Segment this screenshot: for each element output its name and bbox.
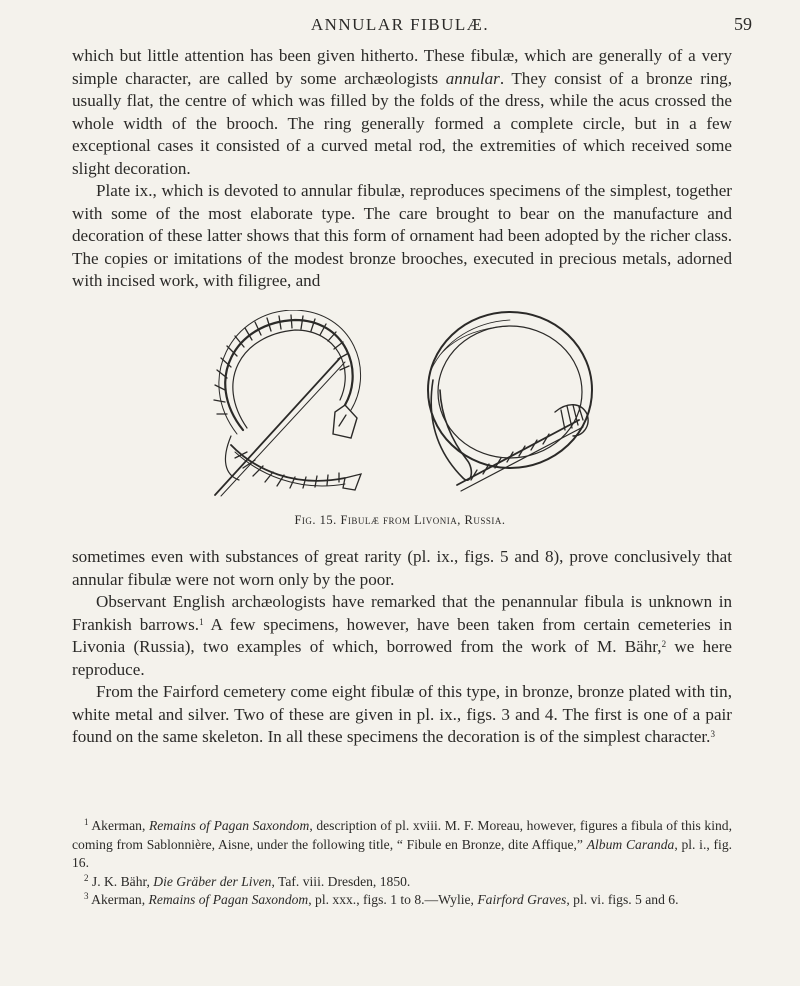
footnote-2: $^2$ J. K. Bähr, Die Gräber der Liven, Taf. viii. Dresden, 1850. (84, 872, 411, 889)
footnote-ref-2[interactable]: 2 (661, 639, 667, 649)
footnote-ref-3[interactable]: 3 (710, 729, 715, 739)
text-block-upper (72, 45, 732, 293)
paragraph-plate-ix: Plate ix., which is devoted to annular fibulæ, reproduces specimens of the simplest, together with some of the most elaborate type. The care brought to bear on the manufacture and decoration of these latter shows that this form of ornament had been adopted by the richer class. The copies or imitations of the modest bronze brooches, executed in precious metals, adorned with incised work, with filigree, and (72, 181, 732, 290)
page-number: 59 (734, 14, 752, 34)
paragraph-precious-materials: sometimes even with substances of great rarity (pl. ix., figs. 5 and 8), prove conclusively that annular fibulæ were not worn only by the poor. (72, 547, 732, 589)
footnotes (72, 817, 732, 910)
figure-label: Fig. 15. (294, 513, 337, 527)
paragraph-fairford-cemetery: From the Fairford cemetery come eight fibulæ of this type, in bronze, bronze plated with tin, white metal and silver. Two of these are given in pl. ix., figs. 3 and 4. The first is one of a pair found on the same skeleton. In all these specimens the decoration is of the simplest character.$^3$ (72, 682, 732, 746)
paragraph-frankish-barrows: Observant English archæologists have remarked that the penannular fibula is unknown in Frankish barrows.$^1$ A few specimens, however, have been taken from certain cemeteries in Livonia (Russia), two examples of which, borrowed from the work of M. Bähr,$^2$ we here reproduce. (72, 592, 732, 679)
figure-title: Fibulæ from Livonia, Russia. (340, 513, 506, 527)
fibulae-engraving (195, 310, 595, 500)
footnote-3: $^3$ Akerman, Remains of Pagan Saxondom, pl. xxx., figs. 1 to 8.—Wylie, Fairford Graves, pl. vi. figs. 5 and 6. (84, 891, 679, 908)
fibula-left (214, 310, 361, 496)
figure-caption (0, 513, 800, 528)
running-title: ANNULAR FIBULÆ. (310, 15, 490, 34)
text-block-lower (72, 546, 732, 749)
footnote-ref-1[interactable]: 1 (199, 616, 204, 627)
footnote-1: $^1$ Akerman, Remains of Pagan Saxondom, description of pl. xviii. M. F. Moreau, however, figures a fibula of this kind, coming from Sablonnière, Aisne, under the following title, “ Fibule en Bronze, dite Affique,” Album Caranda, pl. i., fig. 16. (72, 817, 733, 871)
figure-livonia-fibulae (195, 310, 595, 500)
italic-term-annular: annular (445, 68, 500, 88)
paragraph-annular-definition: which but little attention has been given hitherto. These fibulæ, which are generally of a very simple character, are called by some archæologists annular. They consist of a bronze ring, usually flat, the centre of which was filled by the folds of the dress, while the acus crossed the whole width of the brooch. The ring generally formed a complete circle, but in a few exceptional cases it consisted of a curved metal rod, the extremities of which received some slight decoration. (72, 46, 732, 178)
fibula-right (428, 312, 592, 491)
